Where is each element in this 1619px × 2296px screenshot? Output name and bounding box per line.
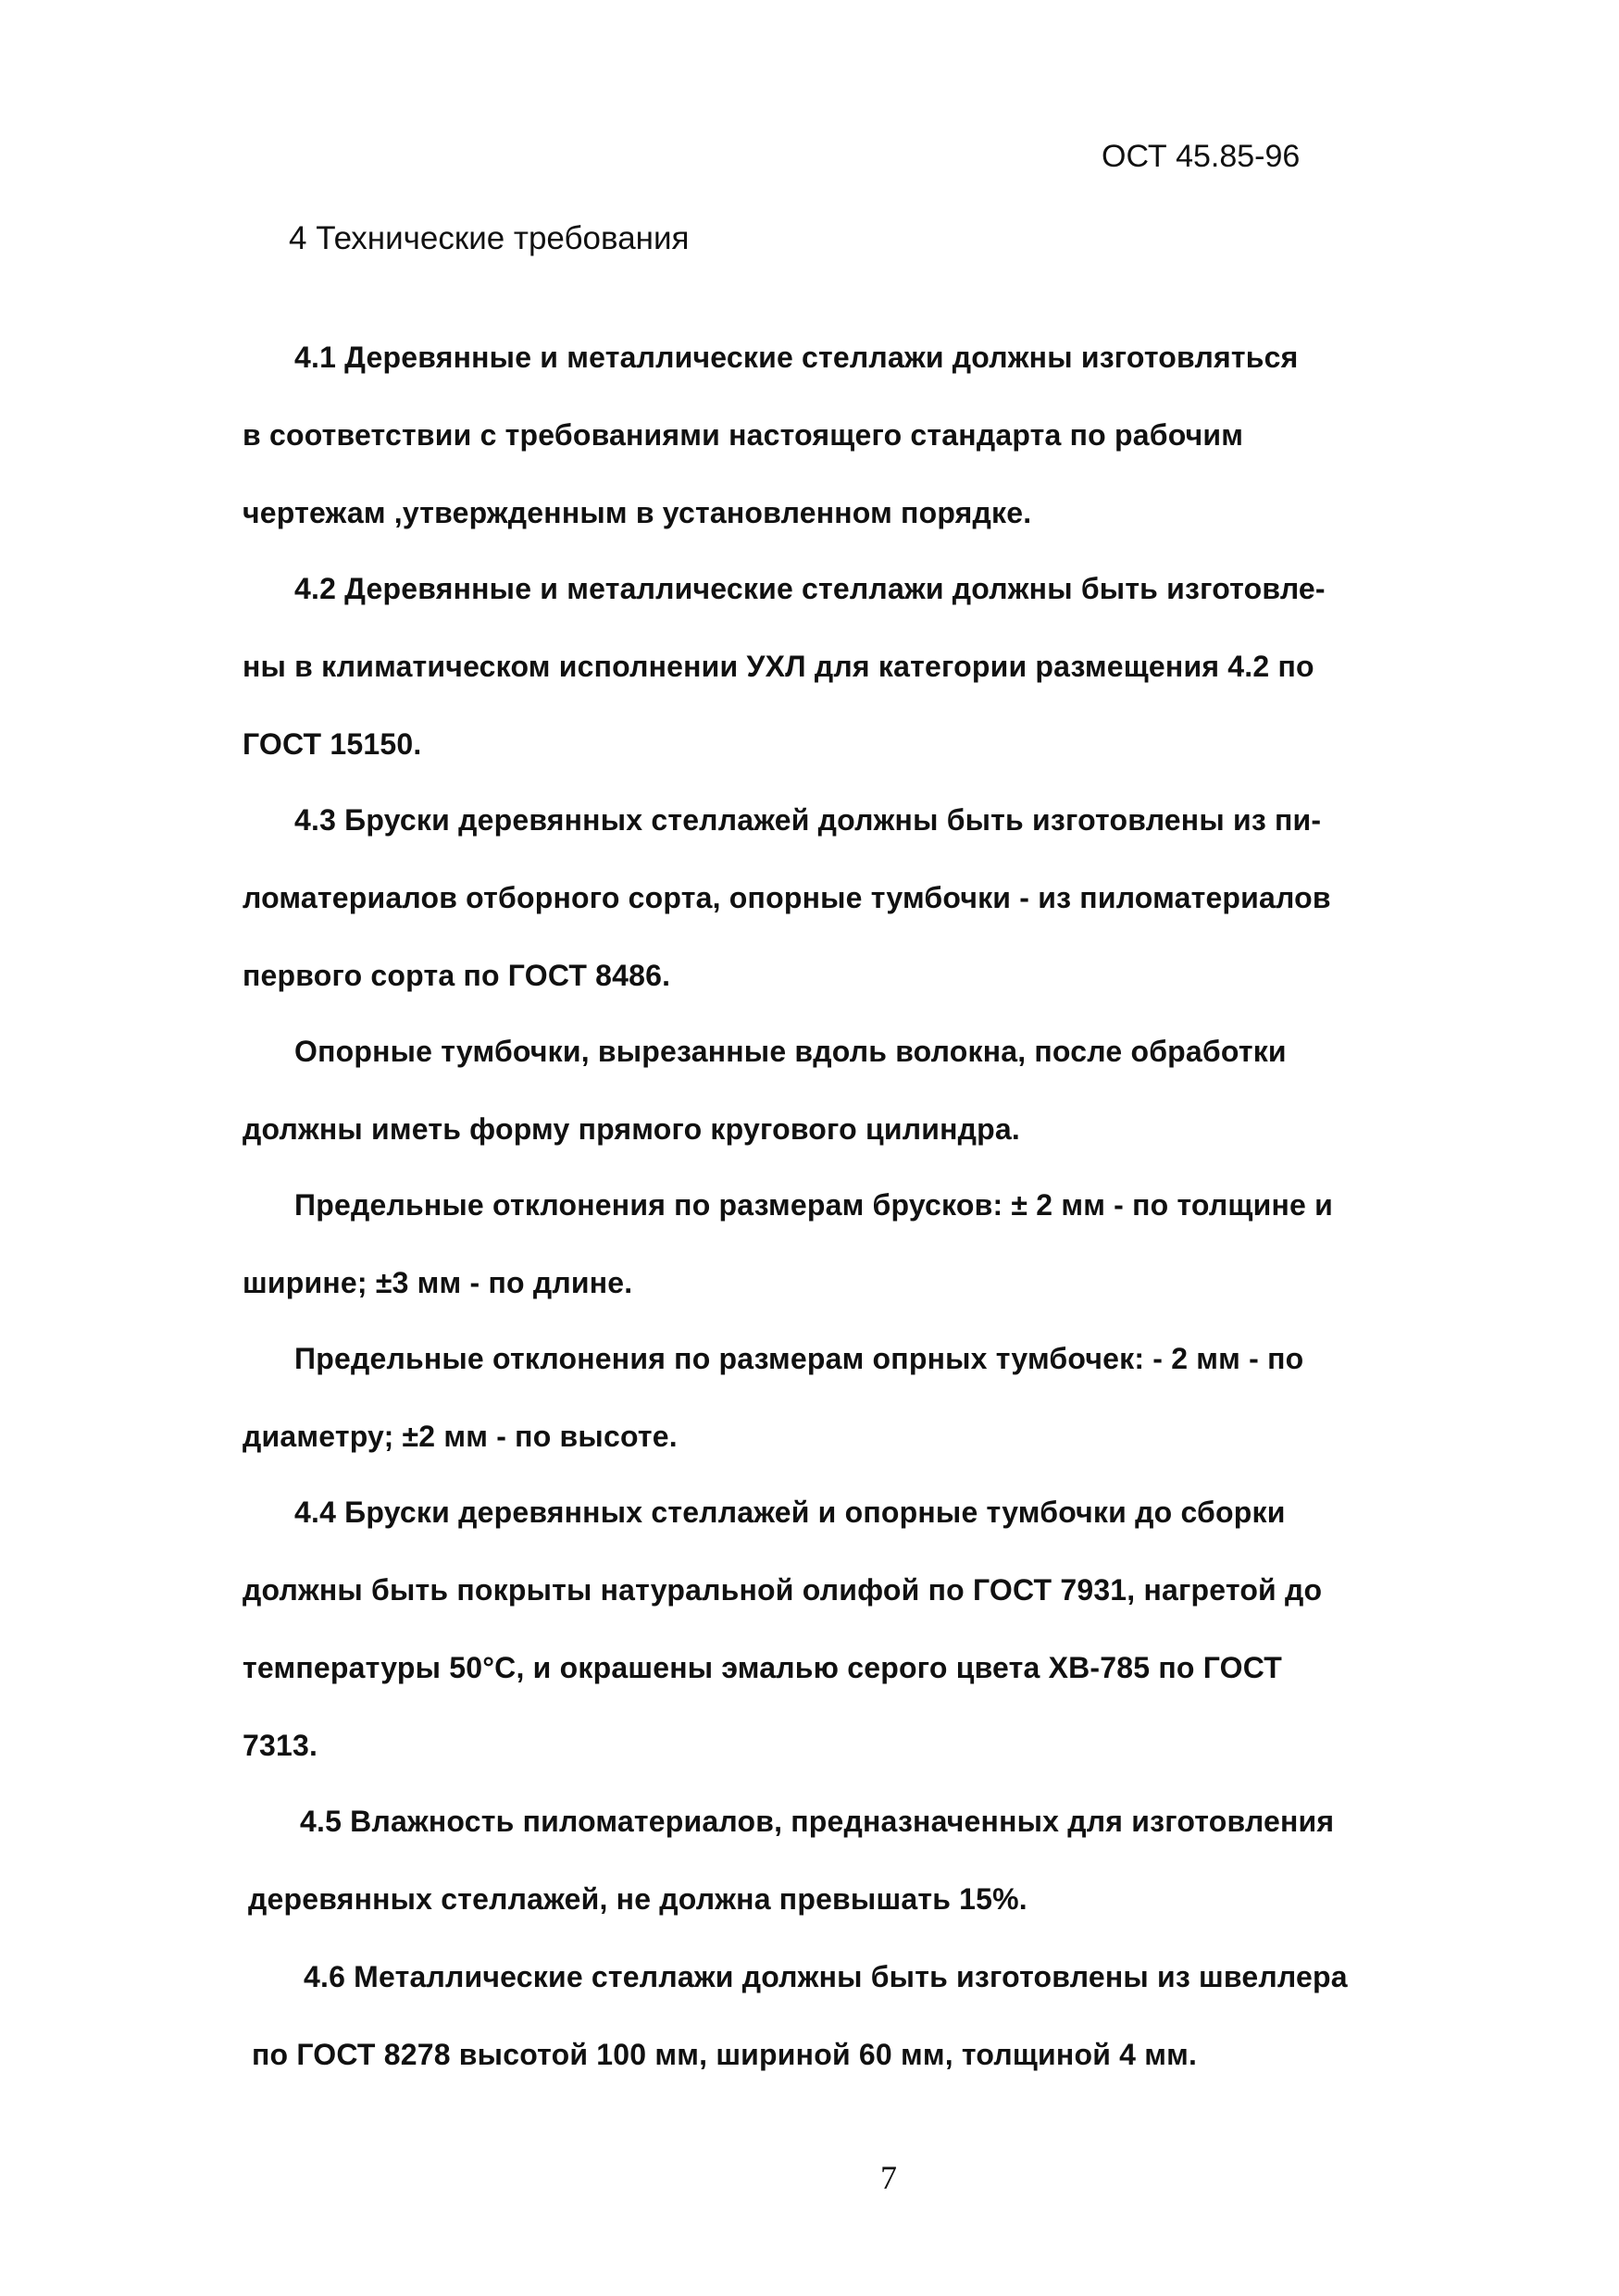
text-line-4-5-a: 4.5 Влажность пиломатериалов, предназначенных для изготовления <box>300 1805 1335 1838</box>
text-line-4-4-a: 4.4 Бруски деревянных стеллажей и опорные тумбочки до сборки <box>294 1496 1286 1529</box>
page-number: 7 <box>880 2159 897 2196</box>
text-line-4-2-c: ГОСТ 15150. <box>243 727 422 761</box>
text-line-4-1-b: в соответствии с требованиями настоящего стандарта по рабочим <box>243 418 1244 452</box>
text-line-4-3-b: ломатериалов отборного сорта, опорные тумбочки - из пиломатериалов <box>243 881 1331 914</box>
text-line-4-3-h: Предельные отклонения по размерам опрных тумбочек: - 2 мм - по <box>294 1342 1304 1375</box>
text-line-4-6-b: по ГОСТ 8278 высотой 100 мм, шириной 60 мм, толщиной 4 мм. <box>252 2038 1198 2071</box>
text-line-4-3-i: диаметру; ±2 мм - по высоте. <box>243 1420 678 1453</box>
text-line-4-3-e: должны иметь форму прямого кругового цилиндра. <box>243 1112 1020 1146</box>
text-line-4-6-a: 4.6 Металлические стеллажи должны быть изготовлены из швеллера <box>304 1960 1348 1993</box>
text-line-4-4-c: температуры 50°С, и окрашены эмалью серого цвета ХВ-785 по ГОСТ <box>243 1651 1282 1684</box>
text-line-4-3-f: Предельные отклонения по размерам брусков: ± 2 мм - по толщине и <box>294 1188 1333 1222</box>
text-line-4-1-c: чертежам ,утвержденным в установленном порядке. <box>243 496 1032 529</box>
text-line-4-2-a: 4.2 Деревянные и металлические стеллажи должны быть изготовле- <box>294 572 1326 605</box>
section-title: 4 Технические требования <box>289 220 690 256</box>
text-line-4-2-b: ны в климатическом исполнении УХЛ для категории размещения 4.2 по <box>243 650 1314 683</box>
text-line-4-4-b: должны быть покрыты натуральной олифой по ГОСТ 7931, нагретой до <box>243 1573 1323 1607</box>
text-line-4-5-b: деревянных стеллажей, не должна превышать 15%. <box>248 1882 1027 1916</box>
document-code: ОСТ 45.85-96 <box>1102 139 1301 174</box>
text-line-4-3-g: ширине; ±3 мм - по длине. <box>243 1266 633 1299</box>
text-line-4-3-a: 4.3 Бруски деревянных стеллажей должны быть изготовлены из пи- <box>294 803 1322 837</box>
text-line-4-3-d: Опорные тумбочки, вырезанные вдоль волокна, после обработки <box>294 1035 1287 1068</box>
text-line-4-1-a: 4.1 Деревянные и металлические стеллажи должны изготовляться <box>294 341 1299 374</box>
text-line-4-3-c: первого сорта по ГОСТ 8486. <box>243 959 671 992</box>
text-line-4-4-d: 7313. <box>243 1729 318 1762</box>
